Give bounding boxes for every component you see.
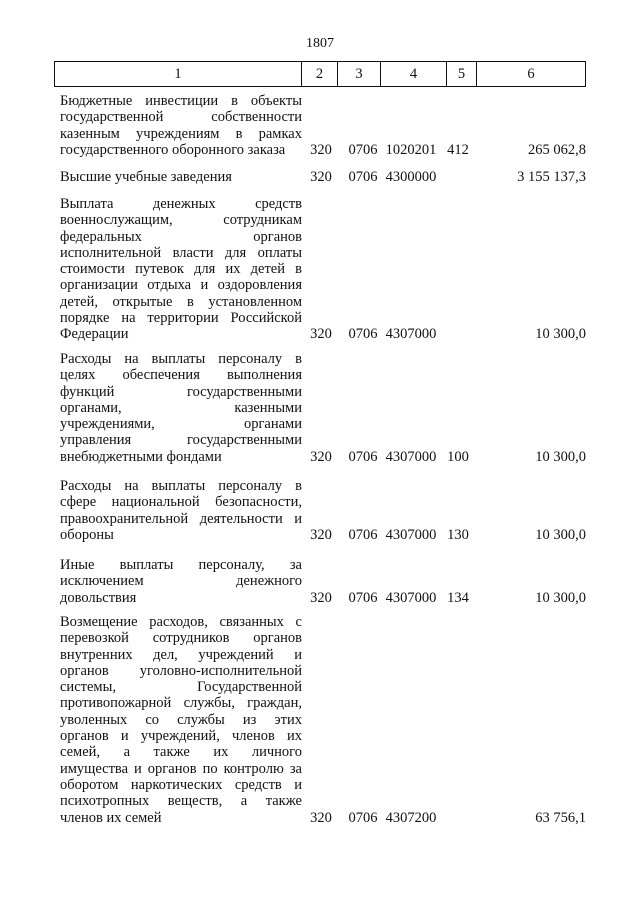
description-line: перевозкой сотрудников органов [60, 630, 302, 647]
cell-c2: 320 [310, 448, 332, 465]
description-line: членов их семей [60, 809, 162, 826]
description-line: исключением денежного [60, 573, 302, 590]
description-line: учреждениями, органами [60, 416, 302, 433]
description-line: федеральных органов [60, 228, 302, 245]
description-line: правоохранительной деятельности и [60, 510, 302, 527]
row-description [60, 557, 302, 606]
cell-c4: 1020201 [385, 141, 437, 158]
description-line: Возмещение расходов, связанных с [60, 614, 302, 630]
description-line: сфере национальной безопасности, [60, 494, 302, 511]
header-col-6: 6 [476, 62, 585, 86]
description-line: казенным учреждениям в рамках [60, 125, 302, 142]
cell-c2: 320 [310, 326, 332, 343]
cell-c2: 320 [310, 169, 332, 185]
cell-c5: 100 [447, 448, 469, 465]
cell-c4: 4307000 [385, 326, 437, 343]
description-line: органов и учреждений, членов их [60, 728, 302, 745]
cell-c3: 0706 [348, 141, 378, 158]
cell-c2: 320 [310, 589, 332, 606]
description-line: обороны [60, 526, 114, 543]
cell-c2: 320 [310, 809, 332, 826]
description-line: Выплата денежных средств [60, 196, 302, 212]
header-col-4: 4 [380, 62, 446, 86]
description-line: внутренних дел, учреждений и [60, 646, 302, 663]
cell-c6: 10 300,0 [535, 448, 586, 465]
description-line: семей, а также их личного [60, 744, 302, 761]
description-line: организации отдыха и оздоровления [60, 277, 302, 294]
row-description [60, 614, 302, 826]
description-line: Расходы на выплаты персоналу в [60, 351, 302, 367]
cell-c6: 10 300,0 [535, 589, 586, 606]
description-line: детей, открытые в установленном [60, 293, 302, 310]
cell-c4: 4307000 [385, 526, 437, 543]
description-line: целях обеспечения выполнения [60, 367, 302, 384]
header-col-3: 3 [337, 62, 380, 86]
cell-c5: 134 [447, 589, 469, 606]
cell-c6: 10 300,0 [535, 326, 586, 343]
description-line: порядке на территории Российской [60, 310, 302, 327]
cell-c6: 63 756,1 [535, 809, 586, 826]
row-description [60, 478, 302, 543]
description-line: имущества и органов по контролю за [60, 760, 302, 777]
description-line: внебюджетными фондами [60, 448, 222, 465]
description-line: Иные выплаты персоналу, за [60, 557, 302, 573]
cell-c4: 4300000 [385, 169, 437, 185]
description-line: оборотом наркотических средств и [60, 776, 302, 793]
description-line: органами, казенными [60, 399, 302, 416]
description-line: Федерации [60, 326, 129, 343]
cell-c4: 4307000 [385, 589, 437, 606]
description-line: довольствия [60, 589, 137, 606]
cell-c4: 4307000 [385, 448, 437, 465]
description-line: исполнительной власти для оплаты [60, 244, 302, 261]
cell-c4: 4307200 [385, 809, 437, 826]
row-description [60, 93, 302, 158]
description-line: государственного оборонного заказа [60, 141, 286, 158]
cell-c6: 10 300,0 [535, 526, 586, 543]
cell-c2: 320 [310, 526, 332, 543]
cell-c3: 0706 [348, 169, 378, 185]
description-line: психотропных веществ, а также [60, 793, 302, 810]
row-description [60, 169, 302, 185]
cell-c2: 320 [310, 141, 332, 158]
description-line: системы, Государственной [60, 679, 302, 696]
header-col-1: 1 [174, 66, 182, 82]
description-line: функций государственными [60, 383, 302, 400]
cell-c6: 265 062,8 [528, 141, 586, 158]
description-line: Расходы на выплаты персоналу в [60, 478, 302, 494]
page-number: 1807 [306, 36, 334, 51]
description-line: противопожарной службы, граждан, [60, 695, 302, 712]
description-line: Высшие учебные заведения [60, 169, 232, 185]
cell-c3: 0706 [348, 326, 378, 343]
cell-c3: 0706 [348, 526, 378, 543]
cell-c3: 0706 [348, 448, 378, 465]
cell-c5: 412 [447, 141, 469, 158]
description-line: государственной собственности [60, 109, 302, 126]
description-line: военнослужащим, сотрудникам [60, 212, 302, 229]
cell-c6: 3 155 137,3 [517, 169, 586, 185]
cell-c3: 0706 [348, 589, 378, 606]
row-description [60, 351, 302, 465]
description-line: управления государственными [60, 432, 302, 449]
cell-c5: 130 [447, 526, 469, 543]
cell-c3: 0706 [348, 809, 378, 826]
description-line: стоимости путевок для их детей в [60, 261, 302, 278]
header-col-5: 5 [446, 62, 476, 86]
row-description [60, 196, 302, 343]
table-header [54, 61, 586, 87]
header-col-2: 2 [301, 62, 337, 86]
description-line: органов уголовно-исполнительной [60, 662, 302, 679]
description-line: Бюджетные инвестиции в объекты [60, 93, 302, 109]
description-line: уволенных со службы из этих [60, 711, 302, 728]
